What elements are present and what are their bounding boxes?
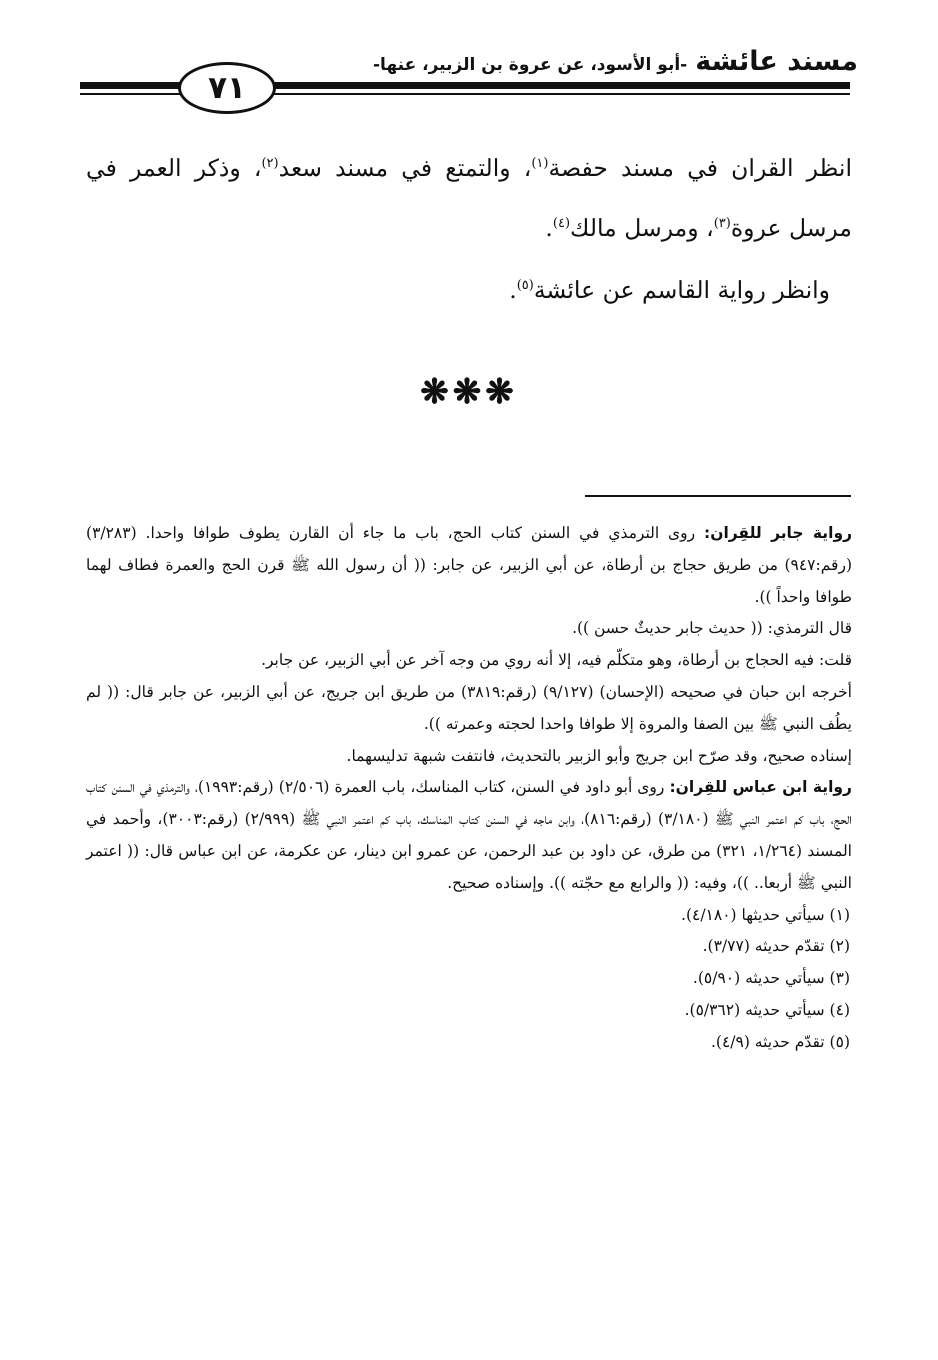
footnote-2: (٢) تقدّم حديثه (٣/٧٧). — [702, 937, 850, 956]
footnote-4: (٤) سيأتي حديثه (٥/٣٦٢). — [684, 1000, 850, 1019]
running-header — [373, 46, 858, 77]
main-text — [86, 136, 852, 317]
chain-title: -أبو الأسود، عن عروة بن الزبير، عنها- — [373, 55, 688, 75]
footnote-ref-1[interactable]: (١) — [531, 156, 549, 171]
note-qultu: قلت: فيه الحجاج بن أرطاة، وهو متكلّم فيه، إلا أنه روي من وجه آخر عن أبي الزبير، عن جابر. — [261, 651, 852, 670]
text-run: . — [545, 213, 553, 242]
text-run: ، ومرسل مالك — [570, 213, 714, 242]
text-run: . — [509, 275, 517, 304]
section-separator: ❋❋❋ — [420, 372, 518, 412]
page-number: ٧١ — [208, 69, 246, 106]
footnotes — [86, 518, 852, 1059]
note-tirmidhi-said: قال الترمذي: (( حديث جابر حديثٌ حسن )). — [572, 619, 852, 638]
note-ibn-abbas — [86, 772, 852, 899]
note-text: روى أبو داود في السنن، كتاب المناسك، باب العمرة (٢/٥٠٦) (رقم:١٩٩٣)، والترمذي في السنن كتاب الحج، باب كم اعتمر النبي ﷺ (٣/١٨٠) (رقم:٨١٦)، وابن ماجه في السنن كتاب المناسك، باب كم اعتمر النبي ﷺ (٢/٩٩٩) (رقم:٣٠٠٣)، وأحمد في المسند (١/٢٦٤، ٣٢١) من طرق، عن داود بن عبد الرحمن، عن عمرو ابن دينار، عن عكرمة، عن ابن عباس قال: (( اعتمر النبي ﷺ أربعا.. ))، وفيه: (( والرابع مع حجّته )). وإسناده صحيح. — [86, 778, 852, 892]
text-run: ، وذكر العمر في مرسل عروة — [86, 153, 852, 242]
text-run: وانظر رواية القاسم عن عائشة — [533, 275, 830, 304]
note-text: روى الترمذي في السنن كتاب الحج، باب ما جاء أن القارن يطوف طوافا واحدا. (٣/٢٨٣) (رقم:٩٤٧) من طريق حجاج بن أرطاة، عن أبي الزبير، عن جابر: (( أن رسول الله ﷺ قرن الحج والعمرة فطاف لهما طوافا واحداً )). — [86, 524, 852, 606]
page-number-oval — [178, 62, 276, 114]
note-isnad: إسناده صحيح، وقد صرّح ابن جريج وأبو الزبير بالتحديث، فانتفت شبهة تدليسهما. — [346, 746, 852, 765]
book-title: مسند عائشة — [695, 46, 858, 77]
footnote-ref-5[interactable]: (٥) — [516, 277, 534, 293]
paragraph-1 — [86, 136, 852, 256]
paragraph-2 — [86, 258, 830, 318]
note-ibn-hibban: أخرجه ابن حبان في صحيحه (الإحسان) (٩/١٢٧) (رقم:٣٨١٩) من طريق ابن جريج، عن أبي الزبير، عن جابر قال: (( لم يطُف النبي ﷺ بين الصفا والمروة إلا طوافا واحدا لحجته وعمرته )). — [86, 682, 852, 733]
footnote-3: (٣) سيأتي حديثه (٥/٩٠). — [692, 969, 850, 988]
note-lead: رواية جابر للقِران: — [704, 524, 852, 542]
note-jabir — [86, 518, 852, 613]
footnote-5: (٥) تقدّم حديثه (٤/٩). — [710, 1032, 850, 1051]
footnote-divider — [585, 495, 851, 497]
footnote-ref-2[interactable]: (٢) — [261, 156, 279, 171]
footnote-ref-4[interactable]: (٤) — [552, 215, 571, 231]
text-run: ، والتمتع في مسند سعد — [278, 153, 532, 182]
text-run: انظر القران في مسند حفصة — [548, 153, 852, 182]
footnote-ref-3[interactable]: (٣) — [713, 215, 731, 231]
note-lead: رواية ابن عباس للقِران: — [669, 778, 852, 797]
footnote-1: (١) سيأتي حديثها (٤/١٨٠). — [681, 905, 850, 924]
